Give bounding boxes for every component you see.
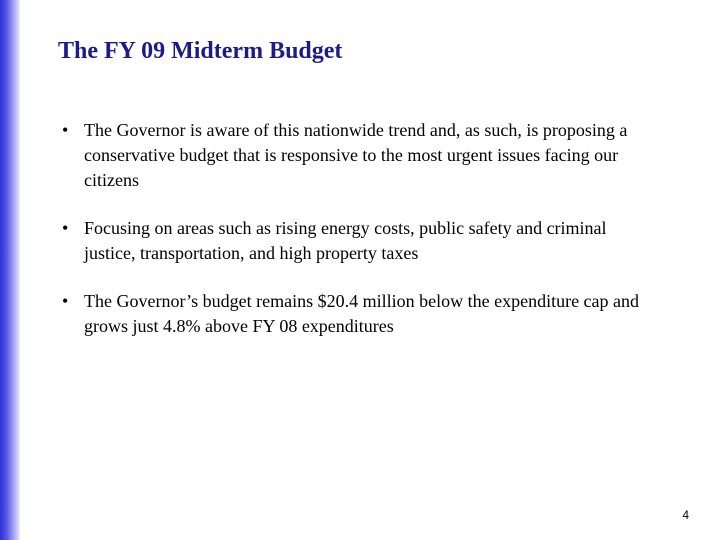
slide-title: The FY 09 Midterm Budget (58, 38, 343, 64)
bullet-item (62, 216, 642, 266)
side-accent-bar (0, 0, 20, 540)
bullet-item (62, 289, 642, 339)
bullet-item (62, 118, 642, 193)
bullet-icon: • (62, 218, 69, 238)
page-number: 4 (682, 508, 689, 522)
bullet-text: The Governor’s budget remains $20.4 million below the expenditure cap and grows just 4.8% above FY 08 expenditures (84, 291, 640, 336)
bullet-list (62, 118, 642, 362)
bullet-text: The Governor is aware of this nationwide trend and, as such, is proposing a conservative budget that is responsive to the most urgent issues facing our citizens (84, 120, 628, 190)
bullet-text: Focusing on areas such as rising energy costs, public safety and criminal justice, transportation, and high property taxes (84, 218, 607, 263)
bullet-icon: • (62, 291, 69, 311)
bullet-icon: • (62, 120, 69, 140)
